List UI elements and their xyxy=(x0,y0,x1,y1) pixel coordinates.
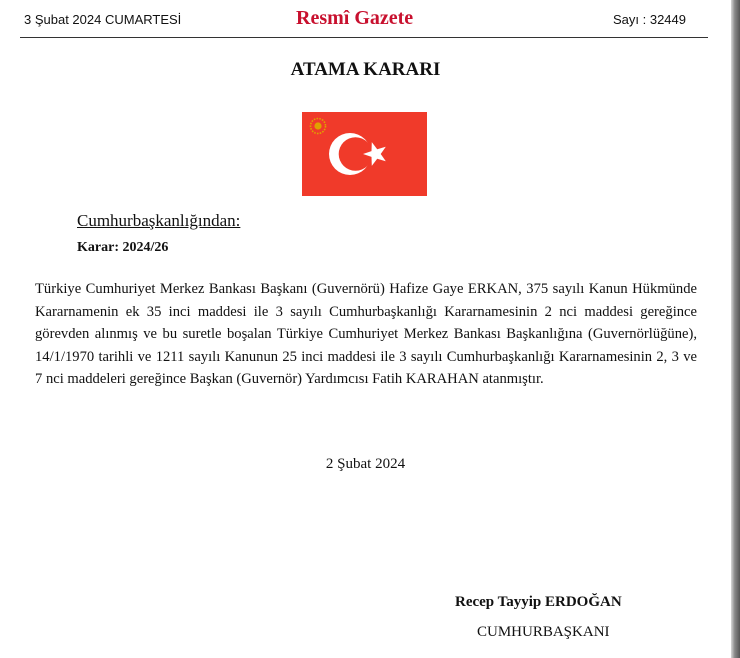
issue-number: Sayı : 32449 xyxy=(613,12,686,27)
decision-body: Türkiye Cumhuriyet Merkez Bankası Başkanı (Guvernörü) Hafize Gaye ERKAN, 375 sayılı Kanun Hükmünde Kararnamenin ek 35 inci maddesi ile 3 sayılı Cumhurbaşkanlığı Kararnamesinin 2 nci maddesi gereğince görevden alınmış ve bu suretle boşalan Türkiye Cumhuriyet Merkez Bankası Başkanlığına (Guvernörlüğüne), 14/1/1970 tarihli ve 1211 sayılı Kanunun 25 inci maddesi ile 3 sayılı Cumhurbaşkanlığı Kararnamesinin 2, 3 ve 7 nci maddeleri gereğince Başkan (Guvernör) Yardımcısı Fatih KARAHAN atanmıştır. xyxy=(35,281,697,387)
issuing-authority: Cumhurbaşkanlığından: xyxy=(77,211,241,230)
signer-title: CUMHURBAŞKANI xyxy=(477,624,610,640)
document-title: ATAMA KARARI xyxy=(290,59,441,80)
page-edge-shadow xyxy=(731,0,740,658)
signer-name: Recep Tayyip ERDOĞAN xyxy=(455,594,622,610)
decision-number: Karar: 2024/26 xyxy=(77,240,169,255)
gazette-title: Resmî Gazete xyxy=(296,7,414,29)
header-date: 3 Şubat 2024 CUMARTESİ xyxy=(24,12,182,27)
header-divider xyxy=(20,37,708,38)
signature-date: 2 Şubat 2024 xyxy=(325,456,406,472)
turkish-flag-icon xyxy=(302,112,427,196)
